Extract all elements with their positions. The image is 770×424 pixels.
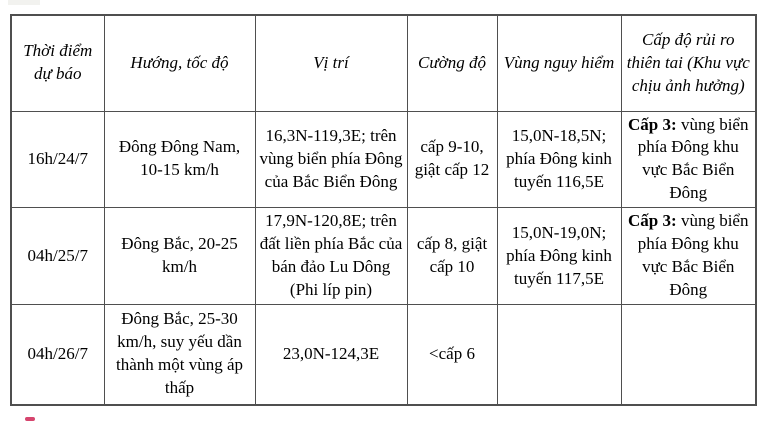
cell-position: 16,3N-119,3E; trên vùng biển phía Đông của Bắc Biển Đông [255,111,407,208]
header-forecast-time: Thời điểm dự báo [11,15,104,111]
cell-risk-level [621,305,756,405]
table-header-row [11,15,756,111]
risk-level-area: vùng biển phía Đông khu vực Bắc Biển Đông [637,211,749,300]
cut-off-red-mark [25,417,35,421]
cell-danger-zone: 15,0N-18,5N; phía Đông kinh tuyến 116,5E [497,111,621,208]
cell-intensity: cấp 8, giật cấp 10 [407,208,497,305]
cell-danger-zone: 15,0N-19,0N; phía Đông kinh tuyến 117,5E [497,208,621,305]
cell-intensity: <cấp 6 [407,305,497,405]
risk-level-label: Cấp 3: [628,114,677,134]
risk-level-label: Cấp 3: [628,211,677,231]
cell-direction-speed: Đông Bắc, 25-30 km/h, suy yếu dần thành một vùng áp thấp [104,305,255,405]
storm-forecast-table [10,14,757,406]
cell-position: 23,0N-124,3E [255,305,407,405]
cell-direction-speed: Đông Bắc, 20-25 km/h [104,208,255,305]
cell-forecast-time: 16h/24/7 [11,111,104,208]
table-row [11,111,756,208]
table-row [11,208,756,305]
cell-risk-level [621,111,756,208]
risk-level-area: vùng biển phía Đông khu vực Bắc Biển Đông [637,114,749,203]
cell-forecast-time: 04h/26/7 [11,305,104,405]
header-direction-speed: Hướng, tốc độ [104,15,255,111]
top-edge-artifact [8,0,40,5]
header-risk-level: Cấp độ rủi ro thiên tai (Khu vực chịu ảnh hưởng) [621,15,756,111]
cell-risk-level [621,208,756,305]
header-intensity: Cường độ [407,15,497,111]
cell-direction-speed: Đông Đông Nam, 10-15 km/h [104,111,255,208]
cell-intensity: cấp 9-10, giật cấp 12 [407,111,497,208]
table-row [11,305,756,405]
cell-forecast-time: 04h/25/7 [11,208,104,305]
header-danger-zone: Vùng nguy hiểm [497,15,621,111]
header-position: Vị trí [255,15,407,111]
cell-danger-zone [497,305,621,405]
cell-position: 17,9N-120,8E; trên đất liền phía Bắc của bán đảo Lu Dông (Phi líp pin) [255,208,407,305]
